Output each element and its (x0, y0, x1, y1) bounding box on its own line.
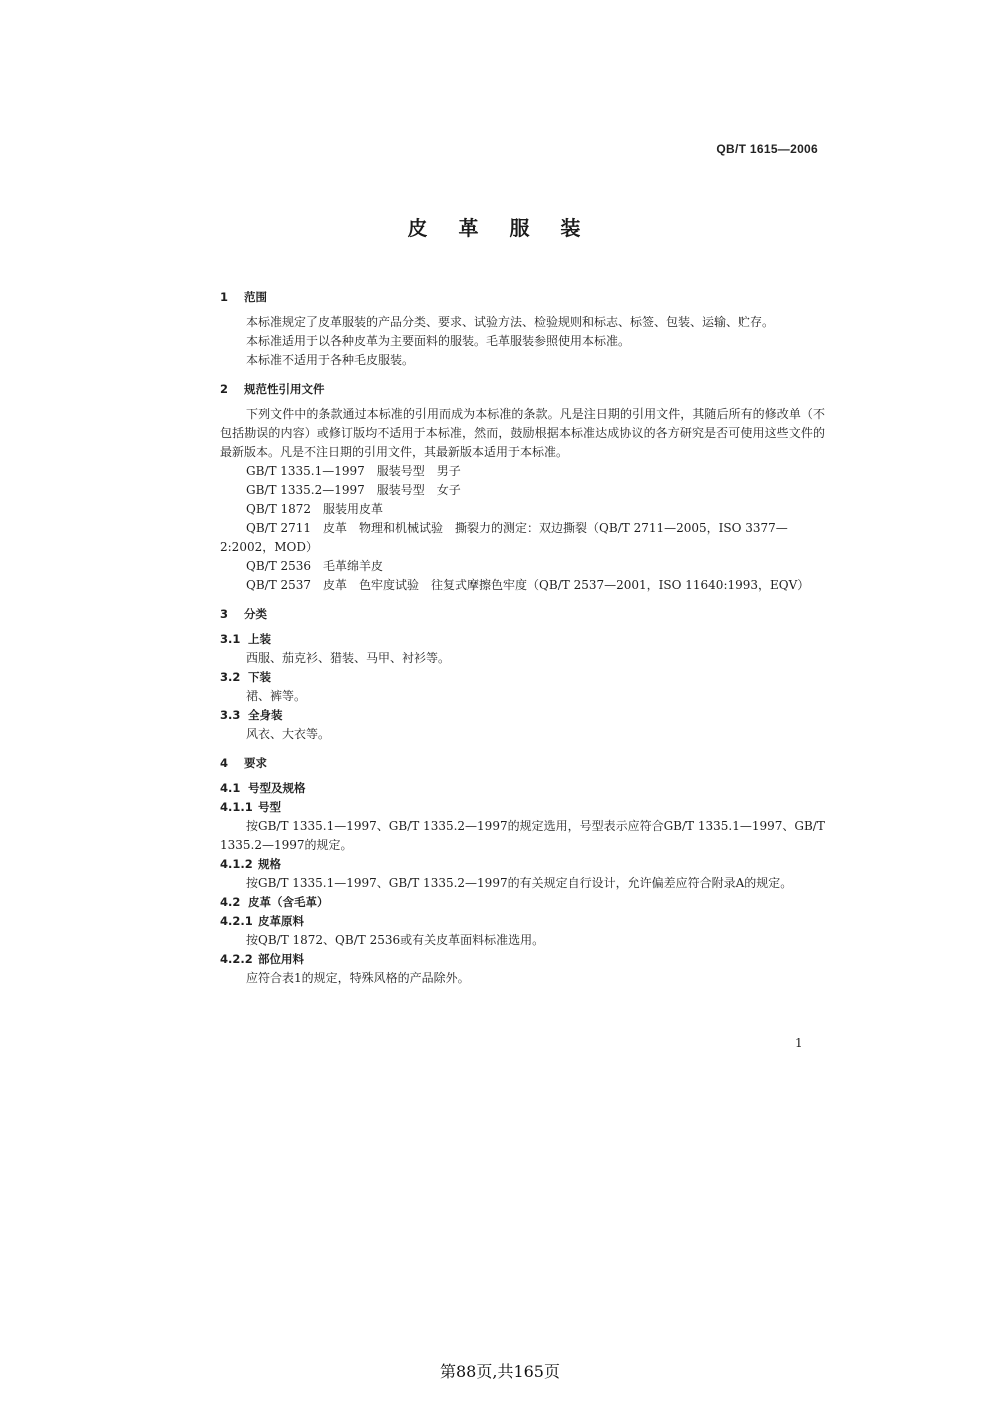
section-title: 号型及规格 (248, 781, 306, 795)
paragraph: 按GB/T 1335.1—1997、GB/T 1335.2—1997的有关规定自行设计，允许偏差应符合附录A的规定。 (246, 876, 793, 890)
reference-item: QB/T 2537 皮革 色牢度试验 往复式摩擦色牢度（QB/T 2537—2001，ISO 11640:1993，EQV） (246, 578, 810, 592)
section-title: 规格 (258, 857, 281, 871)
section-number: 4.2.1 (220, 914, 253, 928)
paragraph: 本标准规定了皮革服装的产品分类、要求、试验方法、检验规则和标志、标签、包装、运输、贮存。 (246, 315, 775, 329)
section-number: 3.1 (220, 632, 241, 646)
subsection-heading (220, 706, 825, 725)
reference-item: QB/T 1872 服装用皮革 (246, 502, 384, 516)
section-title: 皮革（含毛革） (248, 895, 329, 909)
section-title: 分类 (244, 607, 267, 621)
paragraph: 风衣、大衣等。 (246, 727, 331, 741)
section-title: 皮革原料 (258, 914, 304, 928)
section-3-heading (220, 605, 825, 624)
section-title: 号型 (258, 800, 281, 814)
section-number: 3 (220, 607, 229, 621)
section-number: 4.2 (220, 895, 241, 909)
section-title: 要求 (244, 756, 267, 770)
reference-item-continuation: 2:2002，MOD） (220, 540, 318, 554)
subsection-heading (220, 630, 825, 649)
section-2-heading (220, 380, 825, 399)
paragraph: 西服、茄克衫、猎装、马甲、衬衫等。 (246, 651, 451, 665)
section-number: 4.2.2 (220, 952, 253, 966)
section-number: 4 (220, 756, 229, 770)
paragraph: 按GB/T 1335.1—1997、GB/T 1335.2—1997的规定选用，号型表示应符合GB/T 1335.1—1997、GB/T (246, 819, 825, 833)
subsection-heading (220, 779, 825, 798)
section-title: 部位用料 (258, 952, 304, 966)
page-number: 1 (795, 1036, 803, 1050)
section-4-heading (220, 754, 825, 773)
paragraph-continuation: 1335.2—1997的规定。 (220, 838, 353, 852)
paragraph: 裙、裤等。 (246, 689, 307, 703)
section-title: 下装 (248, 670, 271, 684)
section-number: 4.1 (220, 781, 241, 795)
reference-item: QB/T 2711 皮革 物理和机械试验 撕裂力的测定：双边撕裂（QB/T 2711—2005，ISO 3377— (246, 521, 788, 535)
section-number: 3.2 (220, 670, 241, 684)
document-body (220, 288, 825, 988)
section-1-heading (220, 288, 825, 307)
subsubsection-heading (220, 855, 825, 874)
document-title: 皮 革 服 装 (407, 216, 593, 240)
subsubsection-heading (220, 798, 825, 817)
page-footer: 第88页,共165页 (440, 1362, 560, 1381)
section-number: 2 (220, 382, 229, 396)
paragraph: 本标准适用于以各种皮革为主要面料的服装。毛革服装参照使用本标准。 (246, 334, 631, 348)
subsubsection-heading (220, 912, 825, 931)
section-title: 范围 (244, 290, 267, 304)
paragraph: 应符合表1的规定，特殊风格的产品除外。 (246, 971, 470, 985)
paragraph: 按QB/T 1872、QB/T 2536或有关皮革面料标准选用。 (246, 933, 545, 947)
subsection-heading (220, 893, 825, 912)
reference-item: QB/T 2536 毛革绵羊皮 (246, 559, 384, 573)
section-number: 4.1.1 (220, 800, 253, 814)
subsubsection-heading (220, 950, 825, 969)
paragraph: 下列文件中的条款通过本标准的引用而成为本标准的条款。凡是注日期的引用文件，其随后所有的修改单（不包括勘误的内容）或修订版均不适用于本标准，然而，鼓励根据本标准达成协议的各方研究是否可使用这些文件的最新版本。凡是不注日期的引用文件，其最新版本适用于本标准。 (220, 407, 825, 459)
section-number: 1 (220, 290, 229, 304)
section-number: 4.1.2 (220, 857, 253, 871)
reference-item: GB/T 1335.1—1997 服装号型 男子 (246, 464, 461, 478)
section-title: 上装 (248, 632, 271, 646)
standard-number: QB/T 1615—2006 (716, 142, 818, 156)
section-title: 全身装 (248, 708, 283, 722)
section-title: 规范性引用文件 (244, 382, 325, 396)
section-number: 3.3 (220, 708, 241, 722)
subsection-heading (220, 668, 825, 687)
reference-item: GB/T 1335.2—1997 服装号型 女子 (246, 483, 461, 497)
paragraph: 本标准不适用于各种毛皮服装。 (246, 353, 415, 367)
